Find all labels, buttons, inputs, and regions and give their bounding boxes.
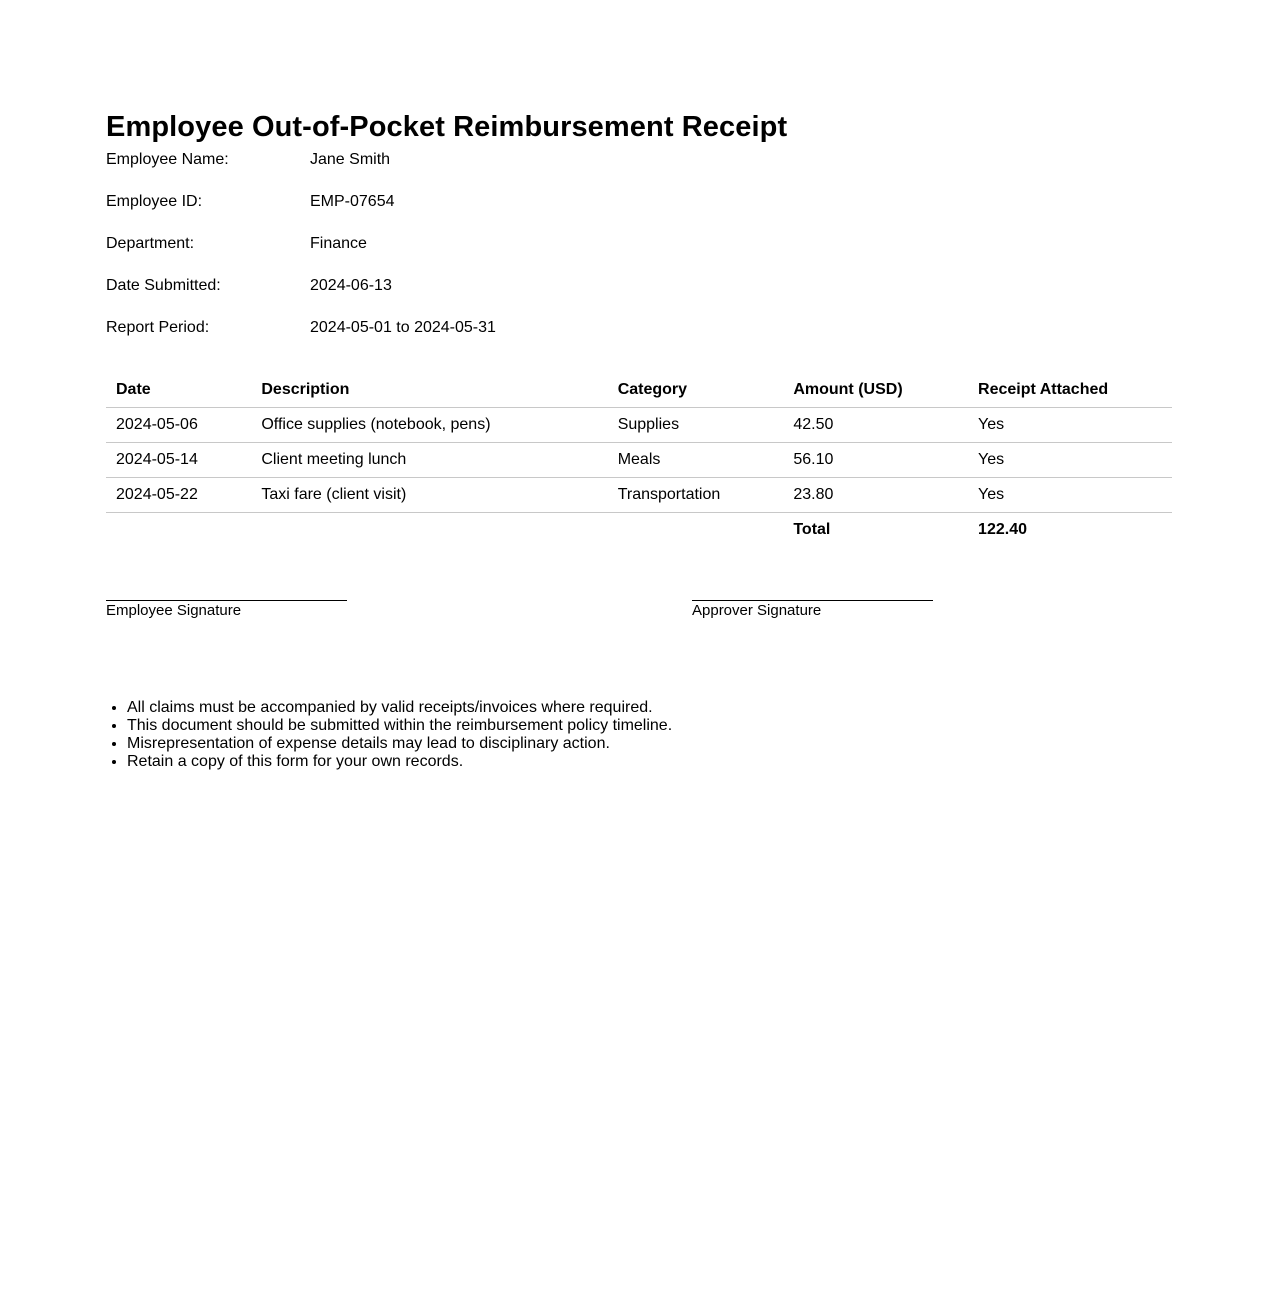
approver-signature-label: Approver Signature	[692, 602, 822, 619]
info-row-employee-id	[106, 192, 706, 234]
signature-line	[692, 600, 933, 601]
cell-receipt-attached: Yes	[968, 443, 1172, 478]
cell-date: 2024-05-06	[106, 408, 251, 443]
info-label: Date Submitted:	[106, 277, 221, 294]
table-row	[106, 408, 1172, 443]
cell-category: Transportation	[608, 478, 784, 513]
employee-info	[106, 150, 706, 360]
info-row-date-submitted	[106, 276, 706, 318]
cell-receipt-attached: Yes	[968, 408, 1172, 443]
cell-amount: 23.80	[783, 478, 968, 513]
employee-signature-block	[106, 583, 347, 620]
signature-line	[106, 600, 347, 601]
info-value: Jane Smith	[310, 151, 391, 168]
column-header-category: Category	[608, 373, 784, 408]
approver-signature-block	[692, 583, 933, 620]
column-header-description: Description	[251, 373, 607, 408]
info-label: Employee Name:	[106, 151, 229, 168]
cell-date: 2024-05-14	[106, 443, 251, 478]
empty-cell	[106, 513, 251, 548]
cell-category: Meals	[608, 443, 784, 478]
document-title: Employee Out-of-Pocket Reimbursement Receipt	[106, 111, 788, 143]
column-header-amount: Amount (USD)	[783, 373, 968, 408]
cell-amount: 42.50	[783, 408, 968, 443]
list-item: • Misrepresentation of expense details may lead to disciplinary action.	[127, 735, 672, 753]
cell-date: 2024-05-22	[106, 478, 251, 513]
table-header-row	[106, 373, 1172, 408]
cell-amount: 56.10	[783, 443, 968, 478]
info-label: Department:	[106, 235, 195, 252]
table-row	[106, 478, 1172, 513]
info-label: Report Period:	[106, 319, 210, 336]
expense-table	[106, 373, 1172, 547]
list-item: • All claims must be accompanied by valid receipts/invoices where required.	[127, 699, 672, 717]
info-row-report-period	[106, 318, 706, 360]
cell-description: Taxi fare (client visit)	[251, 478, 607, 513]
info-value: 2024-06-13	[310, 277, 392, 294]
list-item: • This document should be submitted within the reimbursement policy timeline.	[127, 717, 672, 735]
cell-description: Office supplies (notebook, pens)	[251, 408, 607, 443]
list-item: • Retain a copy of this form for your own records.	[127, 753, 672, 771]
total-value: 122.40	[978, 521, 1027, 538]
column-header-receipt-attached: Receipt Attached	[968, 373, 1172, 408]
total-label: Total	[793, 521, 831, 538]
info-row-employee-name	[106, 150, 706, 192]
info-row-department	[106, 234, 706, 276]
info-value: 2024-05-01 to 2024-05-31	[310, 319, 496, 336]
total-row	[106, 513, 1172, 548]
empty-cell	[251, 513, 607, 548]
info-label: Employee ID:	[106, 193, 203, 210]
info-value: EMP-07654	[310, 193, 395, 210]
empty-cell	[608, 513, 784, 548]
employee-signature-label: Employee Signature	[106, 602, 242, 619]
cell-category: Supplies	[608, 408, 784, 443]
table-row	[106, 443, 1172, 478]
cell-description: Client meeting lunch	[251, 443, 607, 478]
policy-notes	[106, 699, 672, 771]
column-header-date: Date	[106, 373, 251, 408]
info-value: Finance	[310, 235, 367, 252]
cell-receipt-attached: Yes	[968, 478, 1172, 513]
